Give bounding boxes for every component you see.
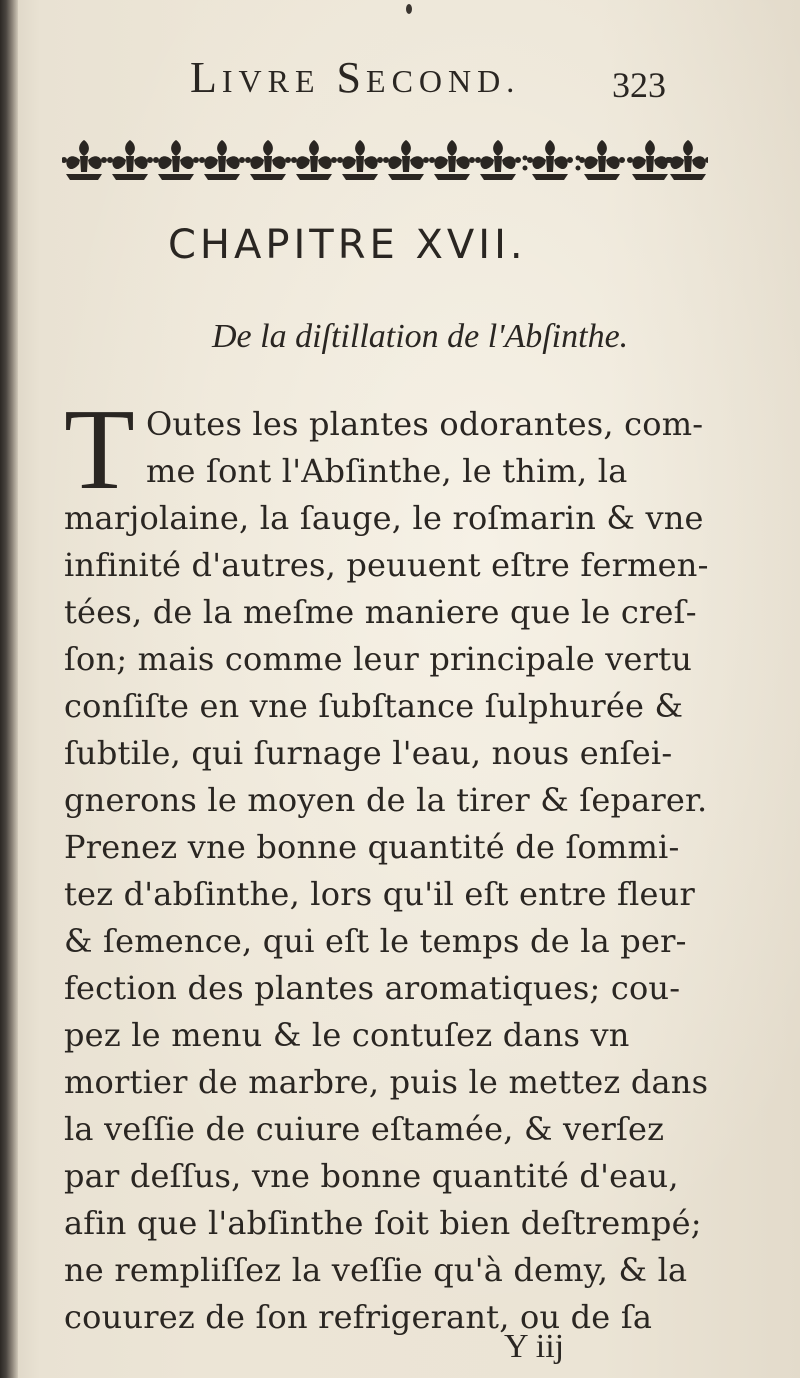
body-line: infinité d'autres, peuuent eſtre fermen- [64,546,709,584]
body-line: couurez de ſon refrigerant, ou de ſa [64,1298,653,1336]
body-line: ſon; mais comme leur principale vertu [64,640,693,678]
ink-spot [406,4,412,14]
body-line: fection des plantes aromatiques; cou- [64,969,681,1007]
body-line: pez le menu & le contuſez dans vn [64,1016,630,1054]
chapter-heading: CHAPITRE XVII. [168,222,527,268]
book-binding-edge [0,0,18,1378]
body-line: marjolaine, la ſauge, le roſmarin & vne [64,499,704,537]
body-line: tées, de la meſme maniere que le creſ- [64,593,697,631]
body-line: afin que l'abſinthe ſoit bien deſtrempé; [64,1204,702,1242]
running-head [190,52,540,103]
page-number: 323 [612,65,666,105]
running-head-ivre: IVRE [221,63,321,99]
body-line: gnerons le moyen de la tirer & ſeparer. [64,781,708,819]
running-head-econd: ECOND. [366,63,521,99]
body-line: mortier de marbre, puis le mettez dans [64,1063,709,1101]
body-line: tez d'abſinthe, lors qu'il eſt entre fleur [64,875,695,913]
body-line: Prenez vne bonne quantité de ſommi- [64,828,680,866]
body-line: par deſſus, vne bonne quantité d'eau, [64,1157,679,1195]
body-line: la veſſie de cuiure eſtamée, & verſez [64,1110,665,1148]
body-line: Outes les plantes odorantes, com- [146,405,704,443]
fleuron-ornament-band [62,132,708,190]
drop-cap: T [64,386,135,514]
signature-mark: Y iij [504,1328,565,1365]
body-line: me ſont l'Abſinthe, le thim, la [146,452,628,490]
running-head-l: L [190,53,222,102]
body-line: & ſemence, qui eſt le temps de la per- [64,922,687,960]
body-line: conſiſte en vne ſubſtance ſulphurée & [64,687,684,725]
chapter-subtitle: De la diſtillation de l'Abſinthe. [212,318,629,355]
body-line: ſubtile, qui ſurnage l'eau, nous enſei- [64,734,673,772]
running-head-s: S [336,53,367,102]
body-line: ne rempliſſez la veſſie qu'à demy, & la [64,1251,688,1289]
